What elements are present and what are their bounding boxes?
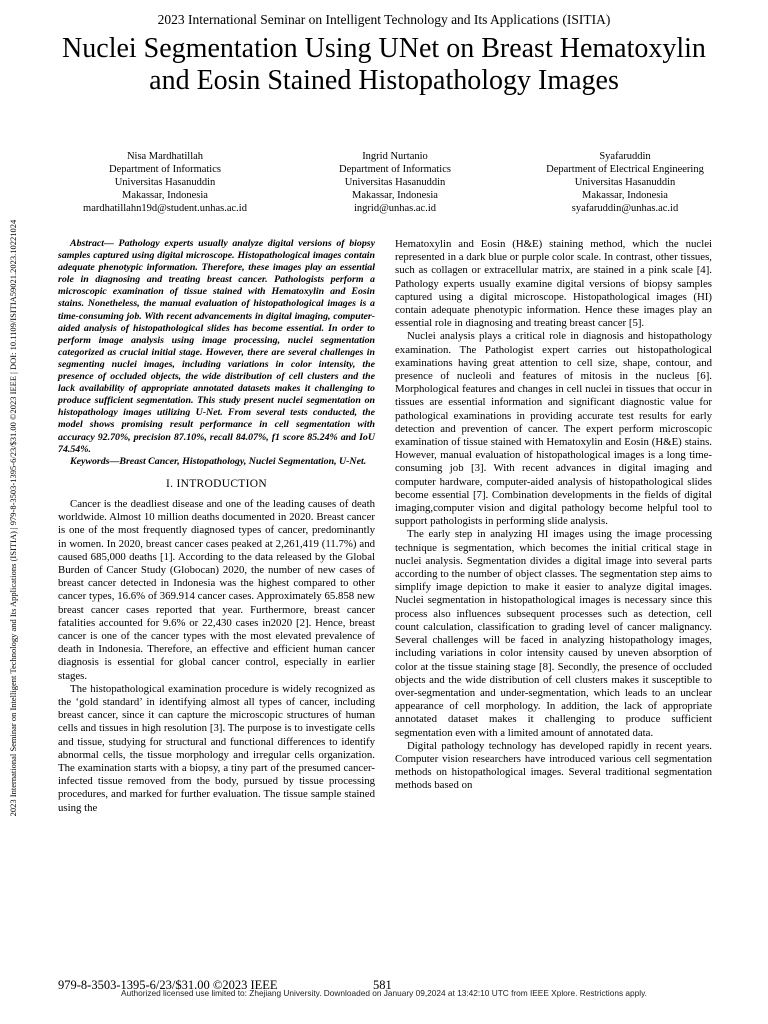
author-name: Ingrid Nurtanio [362,151,428,162]
paragraph: Hematoxylin and Eosin (H&E) staining method, which the nuclei represented in a dark blue or purple color scale. In contrast, other tissues, such as collagen or extracellular matrix, are stained in a pink scale [4]. Pathology experts usually examine digital versions of biopsy samples captured using a digital microscope. Histopathological images (HI) contain adequate phenotypic information. Hence these images play an essential role in diagnosing and treating breast cancer [5]. [395,238,712,330]
conference-header: 2023 International Seminar on Intelligent Technology and Its Applications (ISITIA) [157,12,611,27]
author-email: mardhatillahn19d@student.unhas.ac.id [83,203,247,214]
author-name: Nisa Mardhatillah [126,151,204,162]
author-dept: Department of Informatics [339,164,451,175]
author-block [60,150,730,215]
author-2 [290,150,500,215]
author-city: Makassar, Indonesia [582,190,668,201]
author-name: Syafaruddin [599,151,651,162]
paragraph: Digital pathology technology has developed rapidly in recent years. Computer vision researchers have introduced various cell segmentation methods on histopathological images. Several traditional segmentation methods based on [395,739,712,792]
paragraph: The early step in analyzing HI images using the image processing technique is segmentation, which becomes the initial critical stage in nuclei analysis. Segmentation divides a digital image into several parts according to the number of object classes. The segmentation step aims to simplify image depiction to make it easier to analyze digital images. Nuclei segmentation in histopathological images is necessary since this process also influences subsequent processes such as detection, cell count calculation, classification to grading level of cancer malignancy. Several challenges will be faced in analyzing histopathology images, including variations in color intensity caused by uneven absorption of color at the tissue staining stage [8]. Secondly, the presence of occluded objects and the wide distribution of cell clusters makes it susceptible to over-segmentation and under-segmentation, which leads to an unclear appearance of cell morphology. In addition, the lack of appropriate annotated dataset makes it challenging to produce sufficient segmentation even with a limited amount of annotated data. [395,528,712,739]
author-city: Makassar, Indonesia [352,190,438,201]
author-email: syafaruddin@unhas.ac.id [571,203,679,214]
section-heading-introduction: I. INTRODUCTION [166,477,267,490]
author-univ: Universitas Hasanuddin [114,177,216,188]
author-city: Makassar, Indonesia [122,190,208,201]
left-column [58,238,375,815]
author-1 [60,150,270,215]
author-dept: Department of Informatics [109,164,221,175]
paragraph: Cancer is the deadliest disease and one of the leading causes of death worldwide. Almost 10 million deaths documented in 2020. Breast cancer is one of the most frequently diagnosed types of cancer, predominantly in women. In 2020, breast cancer cases peaked at 2,261,419 (11.7%) and caused 685,000 deaths [1]. According to the data released by the Global Burden of Cancer Study (Globocan) 2020, the number of new cases of breast cancer detected in Indonesia was the highest compared to other cancer types, 16.6% of 369.914 cancer cases. Approximately 65.858 new breast cancer cases reported that year. Furthermore, breast cancer fatalities accounted for 9.6% or 22,430 cases in2020 [2]. Hence, breast cancer is one of the cancer types with the most elevated prevalence of death in Indonesia. Therefore, an effective and efficient human cancer diagnosis is essential for global cancer control, especially in earlier stages. [58,497,375,682]
author-email: ingrid@unhas.ac.id [354,203,436,214]
author-3 [520,150,730,215]
author-univ: Universitas Hasanuddin [344,177,446,188]
license-notice: Authorized licensed use limited to: Zhejiang University. Downloaded on January 09,2024 at 13:42:10 UTC from IEEE Xplore. Restrictions apply. [121,988,647,998]
paragraph: Nuclei analysis plays a critical role in diagnosis and histopathology examination. The Pathologist expert carries out histopathological examinations having great attention to cell size, shape, contour, and presence of nucleoli and features of mitosis in the nucleus [6]. Morphological features and changes in cell nuclei in tissues that occur in tissues are essential information and significant diagnostic value for pathological examinations in providing accurate test results for early detection and prevention of cancer. The expert perform microscopic examination of tissue stained with Hematoxylin and Eosin (H&E) stains. However, manual evaluation of histopathological images is a long time-consuming job [3]. With recent advances in digital imaging and computer hardware, computer-aided analysis of histopathological slides become essential [7]. Combination developments in the fields of digital imaging,computer vision and digital pathology become helpful tool to support pathologists in performing slide analysis. [395,330,712,528]
page-number: 581 [373,978,392,992]
footer-isbn: 979-8-3503-1395-6/23/$31.00 ©2023 IEEE [58,978,278,992]
right-column [395,238,712,793]
keywords: Keywords—Breast Cancer, Histopathology, Nuclei Segmentation, U-Net. [70,455,367,467]
author-dept: Department of Electrical Engineering [546,164,704,175]
paper-title: Nuclei Segmentation Using UNet on Breast Hematoxylin and Eosin Stained Histopathology Images [62,33,706,96]
author-univ: Universitas Hasanuddin [574,177,676,188]
abstract: Abstract— Pathology experts usually analyze digital versions of biopsy samples captured using digital microscope. Histopathological images contain adequate phenotypic information. Therefore, these images play an essential role in diagnosing and treating breast cancer. Pathologists perform a microscopic examination of tissue stained with Hematoxylin and Eosin stains. Nonetheless, the manual evaluation of histopathological images is a time-consuming job. With recent advancements in digital imaging, computer-aided analysis of histopathological slides has become essential. In order to perform image analysis using image processing, nuclei segmentation categorized as crucial initial stage. However, there are several challenges in segmenting nuclei images, including variations in color intensity, the presence of occluded objects, the wide distribution of cell clusters and the lack availability of appropriate annotated datasets makes it challenging to produce sufficient segmentation. This study present nuclei segmentation on histopathology images utilizing U-Net. From several tests conducted, the model shows promising result performance in cell segmentation with accuracy 92.70%, precision 87.10%, recall 84.07%, f1 score 85.24% and IoU 74.54%. [58,238,375,455]
paragraph: The histopathological examination procedure is widely recognized as the ‘gold standard’ in identifying almost all types of cancer, including breast cancer, since it can capture the microscopic structures of human cells and tissues in high resolution [3]. The purpose is to investigate cells and tissue, studying for structural and functional differences to identify abnormal cells, the tissue morphology and irregular cells organization. The examination starts with a biopsy, a tiny part of the presumed cancer-infected tissue removed from the body, pursued by tissue processing procedures, and marked for further evaluation. The tissue sample stained using the [58,682,375,814]
side-doi-note: 2023 International Seminar on Intelligent Technology and Its Applications (ISITIA) | 979-8-3503-1395-6/23/$31.00 ©2023 IEEE | DOI: 10.1109/ISITIA59021.2023.10221024 [8,219,18,817]
